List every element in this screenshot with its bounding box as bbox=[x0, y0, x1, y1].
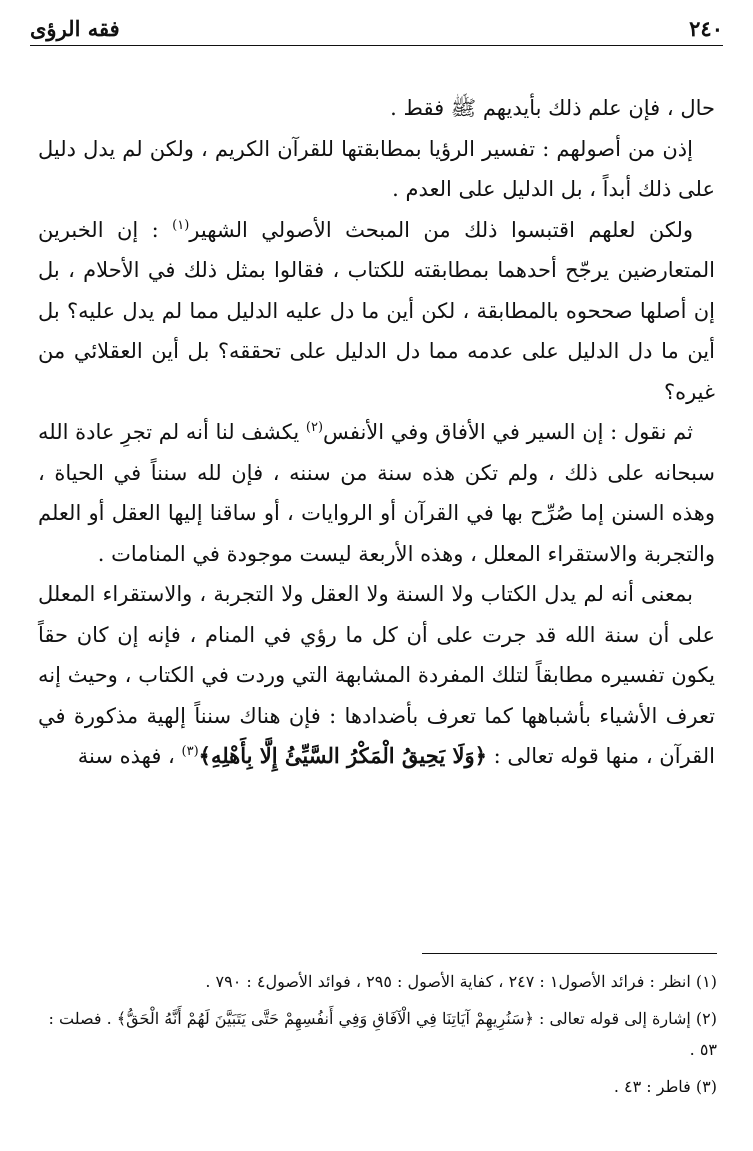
page-number: ٢٤٠ bbox=[689, 15, 723, 41]
footnote-1: (١) انظر : فرائد الأصول١ : ٢٤٧ ، كفاية الأصول : ٢٩٥ ، فوائد الأصول٤ : ٧٩٠ . bbox=[205, 972, 717, 991]
footnotes bbox=[36, 966, 717, 1108]
quran-quote: ﴿وَلَا يَحِيقُ الْمَكْرُ السَّيِّئُ إِلَّا بِأَهْلِهِ﴾ bbox=[198, 743, 487, 768]
paragraph-3-part-b: : إن الخبرين المتعارضين يرجّح أحدهما بمطابقته للكتاب ، فقالوا بمثل ذلك في الأحلام ، بل إن أصلها صححوه بالمطابقة ، لكن أين ما دل عليه الدليل مما لم يدل عليه؟ بل أين ما دل الدليل على عدمه مما دل الدليل على تحققه؟ بل أين العقلائي من غيره؟ bbox=[38, 217, 715, 404]
paragraph-1: حال ، فإن علم ذلك بأيديهم ﷺ فقط . bbox=[390, 96, 715, 120]
paragraph-3 bbox=[38, 210, 715, 413]
main-text bbox=[38, 88, 715, 777]
paragraph-4-part-b: يكشف لنا أنه لم تجرِ عادة الله سبحانه على ذلك ، ولم تكن هذه سنة من سننه ، فإن لله سنناً في الحياة ، وهذه السنن إما صُرِّح بها في القرآن أو الروايات ، أو ساقنا إليها العقل أو العلم والتجربة والاستقراء المعلل ، وهذه الأربعة ليست موجودة في المنامات . bbox=[38, 420, 716, 566]
paragraph-5-part-a: بمعنى أنه لم يدل الكتاب ولا السنة ولا العقل ولا التجربة ، والاستقراء المعلل على أن سنة الله قد جرت على أن كل ما رؤي في المنام ، فإنه إن كان حقاً يكون تفسيره مطابقاً لتلك المفردة المشابهة التي وردت في الكتاب ، وحيث إنه تعرف الأشياء بأشباهها كما تعرف بأضدادها : فإن هناك سنناً إلهية مذكورة في القرآن ، منها قوله تعالى : bbox=[38, 582, 715, 768]
footnote-3: (٣) فاطر : ٤٣ . bbox=[613, 1077, 717, 1096]
footnote-2: (٢) إشارة إلى قوله تعالى : ﴿سَنُرِيهِمْ آيَاتِنَا فِي الْآفَاقِ وَفِي أَنفُسِهِمْ حَتَّى يَتَبَيَّنَ لَهُمْ أَنَّهُ الْحَقُّ﴾ . فصلت : ٥٣ . bbox=[48, 1009, 717, 1059]
paragraph-4-part-a: ثم نقول : إن السير في الأفاق وفي الأنفس bbox=[323, 420, 693, 444]
running-header bbox=[30, 14, 723, 42]
footnote-ref-1: (١) bbox=[172, 217, 190, 233]
paragraph-5-part-b: ، فهذه سنة bbox=[77, 744, 182, 768]
paragraph-4 bbox=[38, 412, 715, 574]
paragraph-3-part-a: ولكن لعلهم اقتبسوا ذلك من المبحث الأصولي الشهير bbox=[189, 217, 694, 242]
footnote-rule bbox=[422, 953, 717, 954]
paragraph-5 bbox=[38, 574, 715, 777]
footnote-ref-2: (٢) bbox=[305, 420, 324, 435]
footnote-ref-3: (٣) bbox=[181, 744, 199, 759]
header-rule bbox=[30, 45, 723, 46]
paragraph-2: إذن من أصولهم : تفسير الرؤيا بمطابقتها للقرآن الكريم ، ولكن لم يدل دليل على ذلك أبداً ، بل الدليل على العدم . bbox=[38, 136, 715, 201]
running-title: فقه الرؤى bbox=[30, 15, 120, 41]
